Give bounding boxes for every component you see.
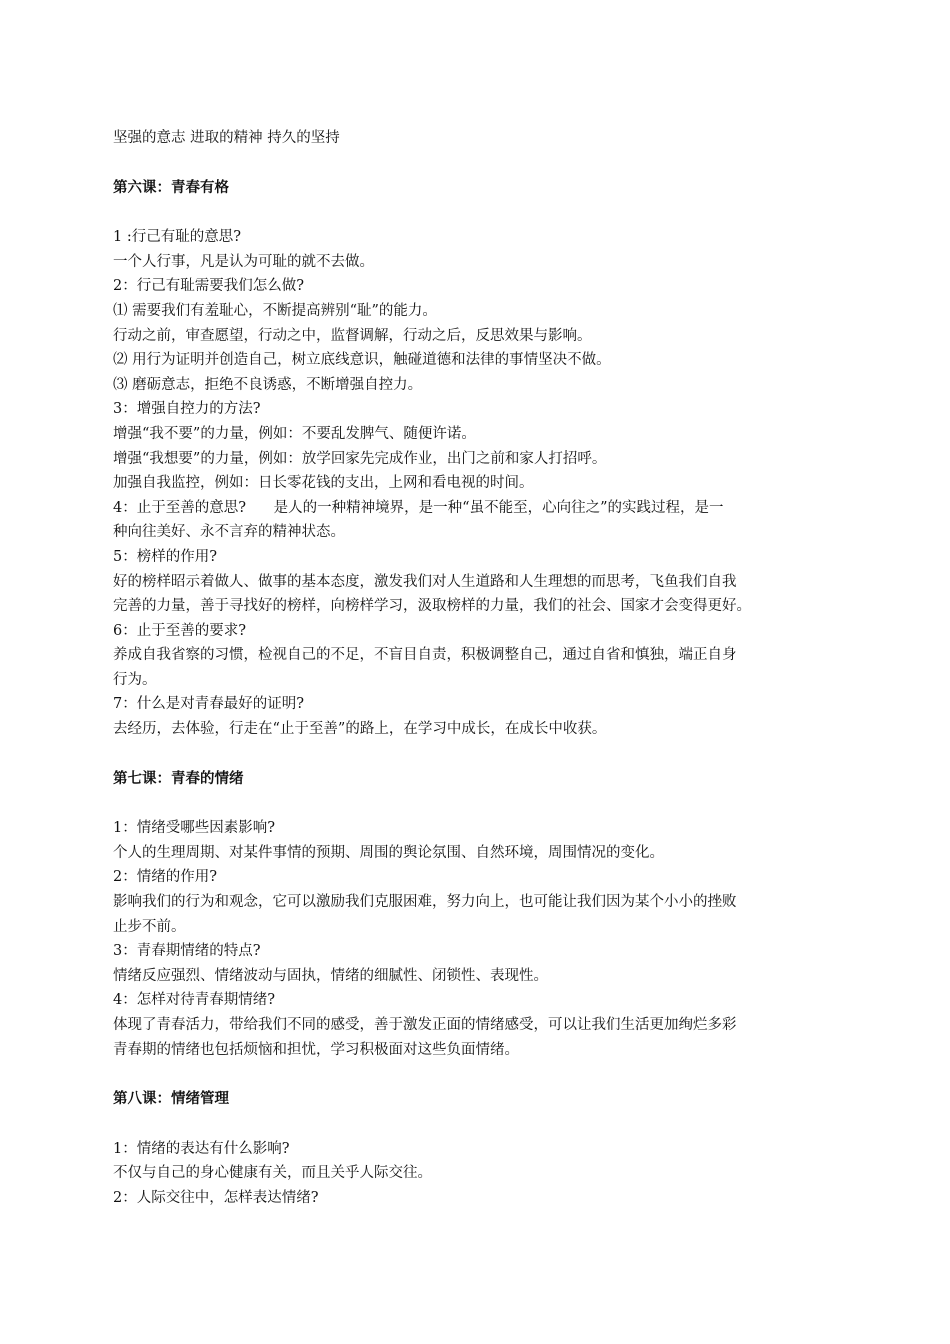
lesson7-line: 1：情绪受哪些因素影响? <box>113 820 275 837</box>
lesson7-line: 个人的生理周期、对某件事情的预期、周围的舆论氛围、自然环境，周围情况的变化。 <box>113 844 664 861</box>
lesson6-line: 养成自我省察的习惯，检视自己的不足，不盲目自责，积极调整自己，通过自省和慎独，端正自身 <box>113 647 737 664</box>
lesson6-title: 第六课：青春有格 <box>113 179 229 196</box>
lesson7-line: 4：怎样对待青春期情绪? <box>113 992 275 1009</box>
lesson6-line: ⑶ 磨砺意志，拒绝不良诱惑，不断增强自控力。 <box>113 376 423 393</box>
lesson6-line: 加强自我监控，例如：日长零花钱的支出，上网和看电视的时间。 <box>113 475 534 492</box>
document-page <box>113 126 883 1211</box>
lesson6-line: ⑵ 用行为证明并创造自己，树立底线意识，触碰道德和法律的事情坚决不做。 <box>113 352 611 369</box>
lesson6-line: 5：榜样的作用? <box>113 548 217 565</box>
lesson8-line: 1：情绪的表达有什么影响? <box>113 1140 290 1157</box>
lesson6-line: ⑴ 需要我们有羞耻心，不断提高辨别“耻”的能力。 <box>113 302 437 319</box>
lesson7-line: 2：情绪的作用? <box>113 869 217 886</box>
lesson6-line: 行动之前，审查愿望，行动之中，监督调解，行动之后，反思效果与影响。 <box>113 327 592 344</box>
lesson7-line: 青春期的情绪也包括烦恼和担忧，学习积极面对这些负面情绪。 <box>113 1041 519 1058</box>
lesson6-line: 7：什么是对青春最好的证明? <box>113 696 304 713</box>
lesson7-title: 第七课：青春的情绪 <box>113 770 244 787</box>
lesson7-body <box>113 816 883 1062</box>
lesson6-line: 完善的力量，善于寻找好的榜样，向榜样学习，汲取榜样的力量，我们的社会、国家才会变得更好。 <box>113 598 751 615</box>
lesson6-line: 去经历，去体验，行走在“止于至善”的路上，在学习中成长，在成长中收获。 <box>113 721 607 738</box>
lesson6-line: 好的榜样昭示着做人、做事的基本态度，激发我们对人生道路和人生理想的而思考，飞鱼我们自我 <box>113 573 737 590</box>
lesson6-body <box>113 225 883 741</box>
lesson7-line: 止步不前。 <box>113 918 186 935</box>
intro-line: 坚强的意志 进取的精神 持久的坚持 <box>113 130 340 146</box>
lesson8-body <box>113 1137 883 1211</box>
lesson7-line: 情绪反应强烈、情绪波动与固执，情绪的细腻性、闭锁性、表现性。 <box>113 967 548 984</box>
lesson7-line: 体现了青春活力，带给我们不同的感受，善于激发正面的情绪感受，可以让我们生活更加绚烂多彩 <box>113 1017 737 1033</box>
lesson6-line: 4：止于至善的意思? 是人的一种精神境界，是一种“虽不能至，心向往之”的实践过程，是一 <box>113 499 724 516</box>
lesson6-line: 行为。 <box>113 671 157 688</box>
lesson7-line: 3：青春期情绪的特点? <box>113 943 261 960</box>
lesson7-line: 影响我们的行为和观念，它可以激励我们克服困难，努力向上，也可能让我们因为某个小小的挫败 <box>113 894 737 911</box>
lesson6-line: 种向往美好、永不言弃的精神状态。 <box>113 524 345 541</box>
lesson8-line: 不仅与自己的身心健康有关，而且关乎人际交往。 <box>113 1165 432 1182</box>
lesson6-line: 6：止于至善的要求? <box>113 622 246 639</box>
lesson6-line: 1 :行己有耻的意思? <box>113 229 241 246</box>
lesson6-line: 3：增强自控力的方法? <box>113 401 261 418</box>
lesson6-line: 一个人行事，凡是认为可耻的就不去做。 <box>113 253 374 270</box>
lesson6-line: 2：行己有耻需要我们怎么做? <box>113 278 304 295</box>
lesson8-title: 第八课：情绪管理 <box>113 1091 229 1108</box>
lesson6-line: 增强“我想要”的力量，例如：放学回家先完成作业，出门之前和家人打招呼。 <box>113 450 607 467</box>
lesson8-line: 2：人际交往中，怎样表达情绪? <box>113 1189 319 1206</box>
lesson6-line: 增强“我不要”的力量，例如：不要乱发脾气、随便许诺。 <box>113 425 476 442</box>
